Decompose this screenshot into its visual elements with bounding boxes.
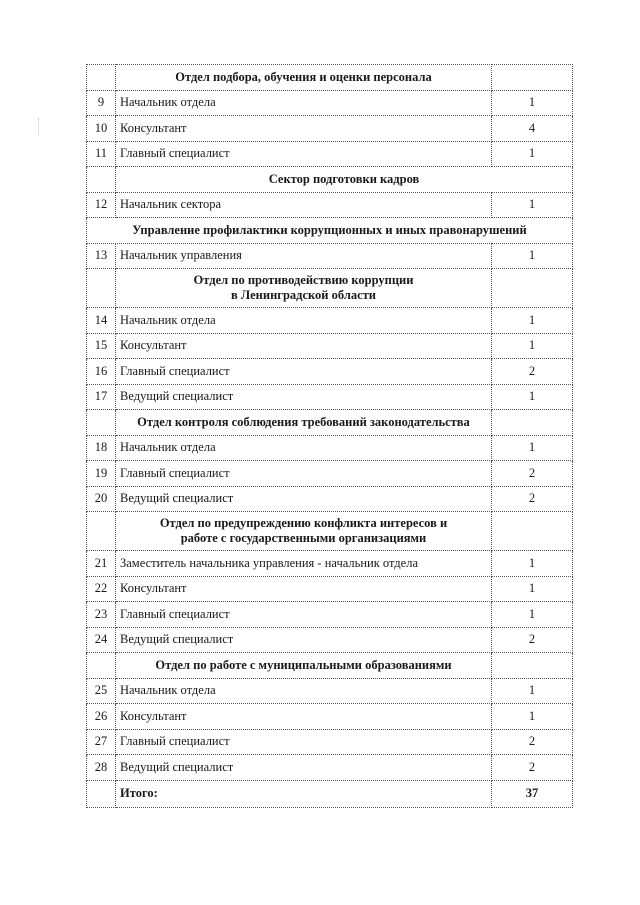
position-title: Главный специалист [116, 461, 492, 487]
position-count: 1 [492, 576, 573, 602]
position-title: Консультант [116, 116, 492, 142]
total-label: Итого: [116, 780, 492, 807]
row-number: 26 [87, 704, 116, 730]
table-row [87, 333, 573, 359]
table-row [87, 729, 573, 755]
section-title-line: Отдел по работе с муниципальными образованиями [155, 657, 452, 672]
total-count: 37 [492, 780, 573, 807]
position-count: 1 [492, 141, 573, 167]
position-count: 2 [492, 359, 573, 385]
scan-artifact [38, 118, 42, 136]
table-row [87, 359, 573, 385]
position-title: Ведущий специалист [116, 755, 492, 781]
section-header-count-cell [492, 653, 573, 679]
position-title: Начальник отдела [116, 435, 492, 461]
row-number: 27 [87, 729, 116, 755]
position-count: 2 [492, 627, 573, 653]
position-title: Начальник отдела [116, 308, 492, 334]
section-header-row [87, 410, 573, 436]
table-row [87, 192, 573, 218]
section-title [116, 410, 492, 436]
row-number: 20 [87, 486, 116, 512]
section-header-count-cell [492, 65, 573, 91]
table-row [87, 141, 573, 167]
section-title [116, 653, 492, 679]
row-number: 17 [87, 384, 116, 410]
section-header-row [87, 512, 573, 551]
row-number: 24 [87, 627, 116, 653]
table-row [87, 755, 573, 781]
table-row [87, 90, 573, 116]
position-count: 1 [492, 704, 573, 730]
row-number: 25 [87, 678, 116, 704]
table-row [87, 704, 573, 730]
table-row [87, 308, 573, 334]
table-row [87, 551, 573, 577]
position-count: 1 [492, 602, 573, 628]
table-row [87, 627, 573, 653]
section-header-num-cell [87, 653, 116, 679]
section-title-line: Сектор подготовки кадров [268, 171, 420, 186]
position-title: Главный специалист [116, 602, 492, 628]
table-row [87, 116, 573, 142]
row-number: 11 [87, 141, 116, 167]
position-count: 1 [492, 551, 573, 577]
row-number: 15 [87, 333, 116, 359]
section-header-row [87, 269, 573, 308]
position-title: Заместитель начальника управления - начальник отдела [116, 551, 492, 577]
section-header-row [87, 167, 573, 193]
row-number: 19 [87, 461, 116, 487]
section-title-line: Отдел по предупреждению конфликта интересов и [159, 516, 448, 530]
total-row [87, 780, 573, 807]
position-count: 2 [492, 755, 573, 781]
row-number: 16 [87, 359, 116, 385]
section-header-num-cell [87, 65, 116, 91]
section-header-row [87, 653, 573, 679]
position-count: 1 [492, 435, 573, 461]
section-header-num-cell [87, 410, 116, 436]
position-count: 2 [492, 486, 573, 512]
section-header-num-cell [87, 269, 116, 308]
position-count: 1 [492, 243, 573, 269]
section-title [116, 269, 492, 308]
section-title-line: в Ленинградской области [231, 288, 376, 302]
position-title: Главный специалист [116, 141, 492, 167]
position-title: Консультант [116, 576, 492, 602]
table-row [87, 435, 573, 461]
position-title: Главный специалист [116, 359, 492, 385]
row-number: 12 [87, 192, 116, 218]
table-row [87, 678, 573, 704]
section-title [116, 65, 492, 91]
row-number: 14 [87, 308, 116, 334]
table-row [87, 243, 573, 269]
row-number: 22 [87, 576, 116, 602]
position-title: Консультант [116, 333, 492, 359]
position-count: 1 [492, 384, 573, 410]
section-title [116, 512, 492, 551]
position-title: Главный специалист [116, 729, 492, 755]
table-row [87, 576, 573, 602]
section-title-line: Отдел контроля соблюдения требований законодательства [137, 414, 470, 429]
position-title: Консультант [116, 704, 492, 730]
section-title-line: работе с государственными организациями [180, 531, 427, 545]
section-header-num-cell [87, 167, 116, 193]
section-header-num-cell [87, 512, 116, 551]
section-header-count-cell [492, 410, 573, 436]
table-row [87, 461, 573, 487]
position-title: Начальник отдела [116, 90, 492, 116]
position-count: 1 [492, 678, 573, 704]
section-title-line: Управление профилактики коррупционных и иных правонарушений [132, 222, 527, 237]
position-count: 1 [492, 308, 573, 334]
position-count: 1 [492, 192, 573, 218]
row-number: 10 [87, 116, 116, 142]
section-header-count-cell [492, 269, 573, 308]
row-number: 21 [87, 551, 116, 577]
table-row [87, 486, 573, 512]
position-count: 2 [492, 729, 573, 755]
section-title [116, 167, 573, 193]
position-title: Начальник отдела [116, 678, 492, 704]
position-title: Ведущий специалист [116, 627, 492, 653]
row-number: 13 [87, 243, 116, 269]
section-header-count-cell [492, 512, 573, 551]
row-number: 28 [87, 755, 116, 781]
position-count: 2 [492, 461, 573, 487]
section-header-row [87, 65, 573, 91]
section-title-line: Отдел по противодействию коррупции [193, 273, 414, 287]
row-number: 23 [87, 602, 116, 628]
table-row [87, 602, 573, 628]
position-count: 1 [492, 333, 573, 359]
section-header-row [87, 218, 573, 244]
position-count: 4 [492, 116, 573, 142]
position-title: Начальник управления [116, 243, 492, 269]
position-title: Ведущий специалист [116, 384, 492, 410]
total-num-cell [87, 780, 116, 807]
position-title: Начальник сектора [116, 192, 492, 218]
row-number: 18 [87, 435, 116, 461]
section-title-line: Отдел подбора, обучения и оценки персонала [175, 69, 432, 84]
table-row [87, 384, 573, 410]
section-title [87, 218, 573, 244]
row-number: 9 [87, 90, 116, 116]
staffing-table-body [87, 65, 573, 808]
position-count: 1 [492, 90, 573, 116]
staffing-table [86, 64, 573, 808]
position-title: Ведущий специалист [116, 486, 492, 512]
